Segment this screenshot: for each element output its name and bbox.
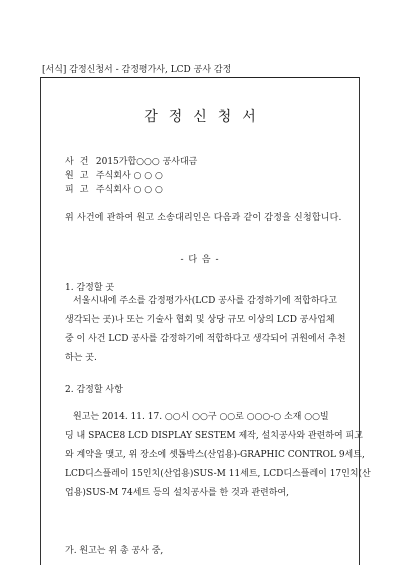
document-frame [40, 77, 371, 565]
paragraph-line: 생각되는 곳)나 또는 기술사 협회 및 상당 규모 이상의 LCD 공사업체 [65, 315, 335, 325]
section-body-items [65, 408, 371, 503]
document-header: [서식] 감정신청서 - 감정평가사, LCD 공사 감정 [42, 65, 232, 75]
paragraph-line: 딩 내 SPACE8 LCD DISPLAY SESTEM 제작, 설치공사와 관련하여 피고 [65, 431, 363, 441]
section-title-place: 1. 감정할 곳 [65, 283, 115, 293]
paragraph-line: 하는 곳. [65, 353, 97, 363]
paragraph-line: 원고는 2014. 11. 17. ○○시 ○○구 ○○로 ○○○-○ 소재 ○○빌 [73, 412, 329, 422]
section-title-items: 2. 감정할 사항 [65, 385, 123, 395]
party-plaintiff [65, 168, 163, 181]
paragraph-line: 업용)SUS-M 74세트 등의 설치공사를 한 것과 관련하여, [65, 488, 289, 498]
party-defendant [65, 182, 163, 195]
party-role: 피고 [65, 185, 95, 195]
party-value: 2015가합○○○ 공사대금 [95, 157, 198, 167]
party-value: 주식회사 ○ ○ ○ [95, 171, 163, 181]
paragraph-line: 와 계약을 맺고, 위 장소에 셋톱박스(산업용)-GRAPHIC CONTROL 9세트, [65, 450, 365, 460]
party-case [65, 154, 197, 167]
paragraph-line: 중 이 사건 LCD 공사를 감정하기에 적합하다고 생각되어 귀원에서 추천 [65, 334, 346, 344]
intro-text: 위 사건에 관하여 원고 소송대리인은 다음과 같이 감정을 신청합니다. [65, 213, 342, 223]
separator: - 다 음 - [180, 255, 220, 265]
paragraph-line: LCD디스플레이 15인치(산업용)SUS-M 11세트, LCD디스플레이 17인치(산 [65, 469, 371, 479]
party-value: 주식회사 ○ ○ ○ [95, 185, 163, 195]
section-body-place [65, 292, 349, 368]
paragraph-line: 서울시내에 주소를 감정평가사(LCD 공사를 감정하기에 적합하다고 [73, 296, 337, 306]
sub-item-a: 가. 원고는 위 총 공사 중, [65, 546, 164, 556]
party-role: 사건 [65, 157, 95, 167]
party-role: 원고 [65, 171, 95, 181]
document-title: 감정신청서 [144, 109, 267, 125]
